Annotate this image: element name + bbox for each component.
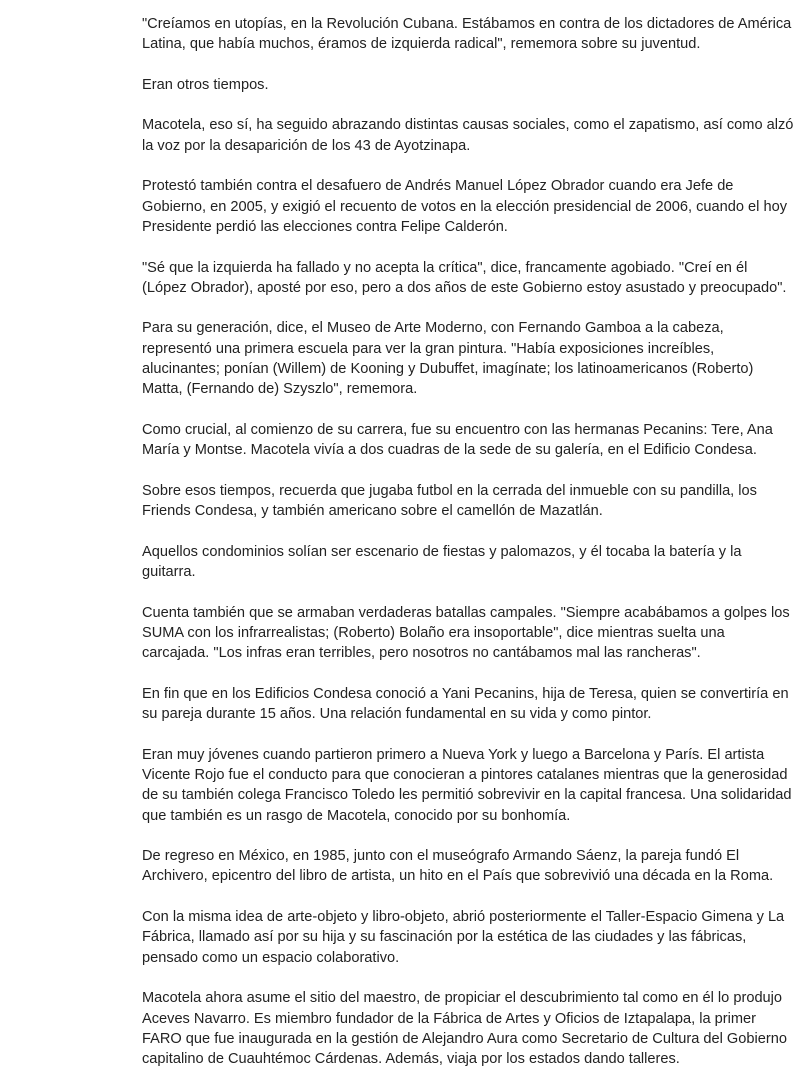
paragraph-14: Con la misma idea de arte-objeto y libro-objeto, abrió posteriormente el Taller-Espacio Gimena y La Fábrica, llamado así por su hija y su fascinación por la estética de las ciudades y las fábricas, pensado como un espacio colaborativo. bbox=[142, 909, 785, 966]
paragraph-5: "Sé que la izquierda ha fallado y no acepta la crítica", dice, francamente agobiado. "Creí en él (López Obrador), aposté por eso, pero a dos años de este Gobierno estoy asustado y preocupado". bbox=[142, 259, 787, 296]
paragraph-13: De regreso en México, en 1985, junto con el museógrafo Armando Sáenz, la pareja fundó El Archivero, epicentro del libro de artista, un hito en el País que sobrevivió una década en la Roma. bbox=[142, 848, 774, 885]
paragraph-9: Aquellos condominios solían ser escenario de fiestas y palomazos, y él tocaba la batería y la guitarra. bbox=[142, 543, 742, 581]
paragraph-2: Eran otros tiempos. bbox=[142, 76, 269, 93]
article-body bbox=[142, 14, 794, 1090]
paragraph-3: Macotela, eso sí, ha seguido abrazando distintas causas sociales, como el zapatismo, así como alzó la voz por la desaparición de los 43 de Ayotzinapa. bbox=[142, 117, 794, 154]
paragraph-8: Sobre esos tiempos, recuerda que jugaba futbol en la cerrada del inmueble con su pandilla, los Friends Condesa, y también americano sobre el camellón de Mazatlán. bbox=[142, 482, 757, 520]
paragraph-4: Protestó también contra el desafuero de Andrés Manuel López Obrador cuando era Jefe de Gobierno, en 2005, y exigió el recuento de votos en la elección presidencial de 2006, cuando el hoy Presidente perdió las elecciones contra Felipe Calderón. bbox=[142, 178, 787, 235]
paragraph-6: Para su generación, dice, el Museo de Arte Moderno, con Fernando Gamboa a la cabeza, representó una primera escuela para ver la gran pintura. "Había exposiciones increíbles, alucinantes; ponían (Willem) de Kooning y Dubuffet, imagínate; los latinoamericanos (Roberto) Matta, (Fernando de) Szyszlo", rememora. bbox=[142, 320, 754, 398]
paragraph-15: Macotela ahora asume el sitio del maestro, de propiciar el descubrimiento tal como en él lo produjo Aceves Navarro. Es miembro fundador de la Fábrica de Artes y Oficios de Iztapalapa, la primer FARO que fue inaugurada en la gestión de Alejandro Aura como Secretario de Cultura del Gobierno capitalino de Cuauhtémoc Cárdenas. Además, viaja por los estados dando talleres. bbox=[142, 990, 787, 1068]
paragraph-12: Eran muy jóvenes cuando partieron primero a Nueva York y luego a Barcelona y París. El artista Vicente Rojo fue el conducto para que conocieran a pintores catalanes mientras que la generosidad de su también colega Francisco Toledo les permitió sobrevivir en la capital francesa. Una solidaridad que también es un rasgo de Macotela, conocido por su bonhomía. bbox=[142, 746, 792, 824]
paragraph-10: Cuenta también que se armaban verdaderas batallas campales. "Siempre acabábamos a golpes los SUMA con los infrarrealistas; (Roberto) Bolaño era insoportable", dice mientras suelta una carcajada. "Los infras eran terribles, pero nosotros no cantábamos mal las rancheras". bbox=[142, 604, 790, 662]
paragraph-11: En fin que en los Edificios Condesa conoció a Yani Pecanins, hija de Teresa, quien se convertiría en su pareja durante 15 años. Una relación fundamental en su vida y como pintor. bbox=[142, 685, 789, 723]
paragraph-1: "Creíamos en utopías, en la Revolución Cubana. Estábamos en contra de los dictadores de América Latina, que había muchos, éramos de izquierda radical", rememora sobre su juventud. bbox=[142, 16, 792, 53]
paragraph-7: Como crucial, al comienzo de su carrera, fue su encuentro con las hermanas Pecanins: Tere, Ana María y Montse. Macotela vivía a dos cuadras de la sede de su galería, en el Edificio Condesa. bbox=[142, 421, 773, 459]
